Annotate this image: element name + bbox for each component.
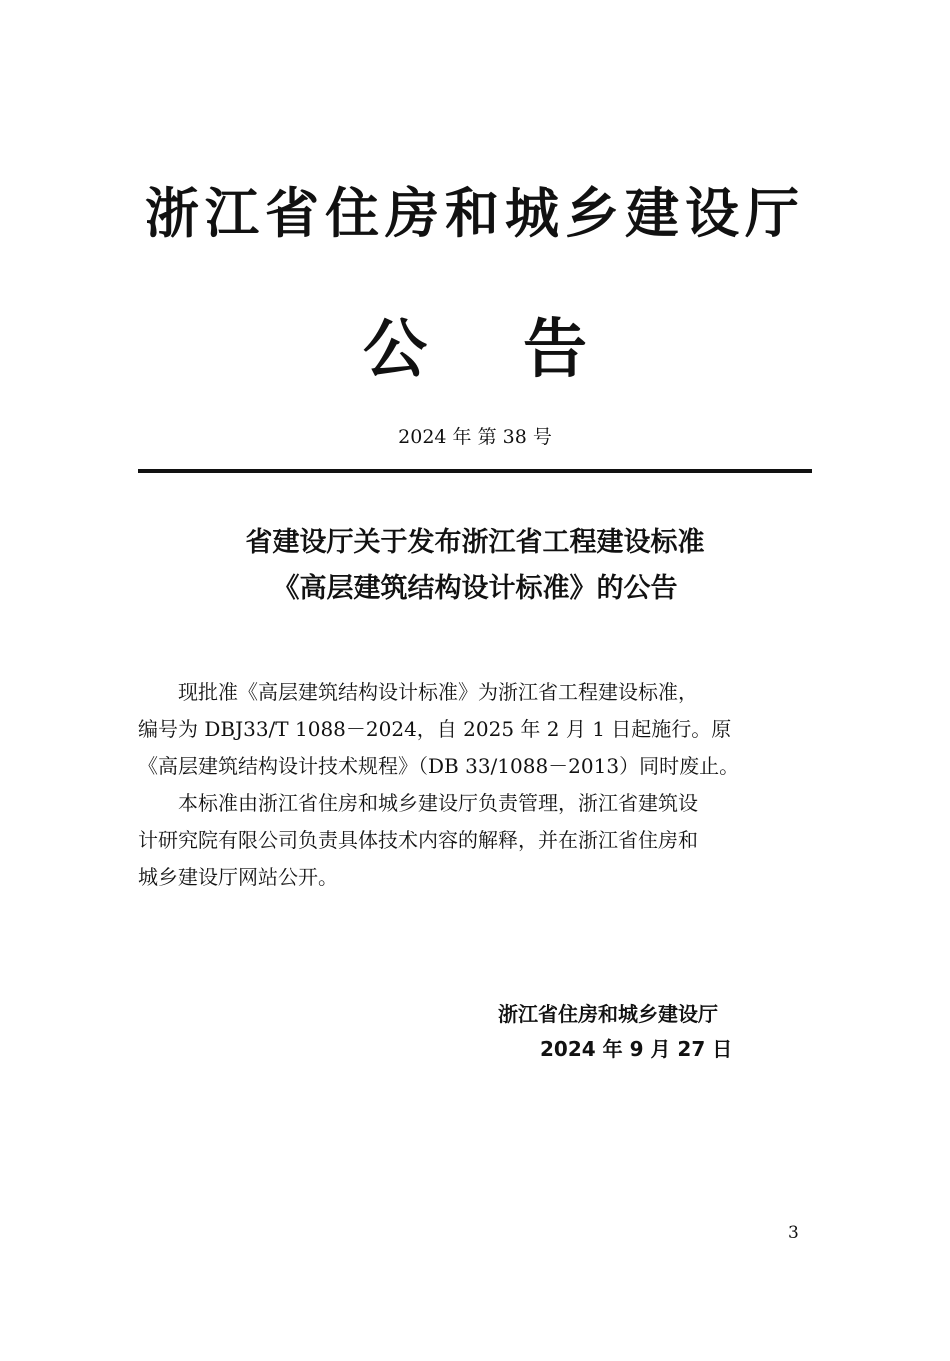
announcement-body [138,674,812,896]
header-divider [138,469,812,473]
body-line: 《高层建筑结构设计技术规程》（DB 33/1088－2013）同时废止。 [138,754,740,778]
signature-organization: 浙江省住房和城乡建设厅 [498,1002,718,1026]
issuer-heading: 浙江省住房和城乡建设厅 [145,182,805,245]
body-paragraph-2 [138,785,812,896]
signature-block [498,997,768,1067]
body-paragraph-1 [138,674,812,785]
body-line: 现批准《高层建筑结构设计标准》为浙江省工程建设标准， [138,680,698,704]
document-type-char-1: 公 [363,313,427,387]
title-line-1: 省建设厅关于发布浙江省工程建设标准 [245,527,705,558]
body-line: 本标准由浙江省住房和城乡建设厅负责管理，浙江省建筑设 [138,791,698,815]
document-type-char-2: 告 [523,313,587,387]
document-type-heading [0,310,950,390]
page-number: 3 [788,1223,799,1243]
announcement-title [0,520,950,612]
title-line-2: 《高层建筑结构设计标准》的公告 [272,573,678,604]
body-line: 计研究院有限公司负责具体技术内容的解释，并在浙江省住房和 [138,828,698,852]
body-line: 编号为 DBJ33/T 1088－2024，自 2025 年 2 月 1 日起施行。原 [138,717,732,741]
body-line: 城乡建设厅网站公开。 [138,865,338,889]
signature-date: 2024 年 9 月 27 日 [540,1037,733,1061]
announcement-number: 2024 年 第 38 号 [398,426,552,448]
